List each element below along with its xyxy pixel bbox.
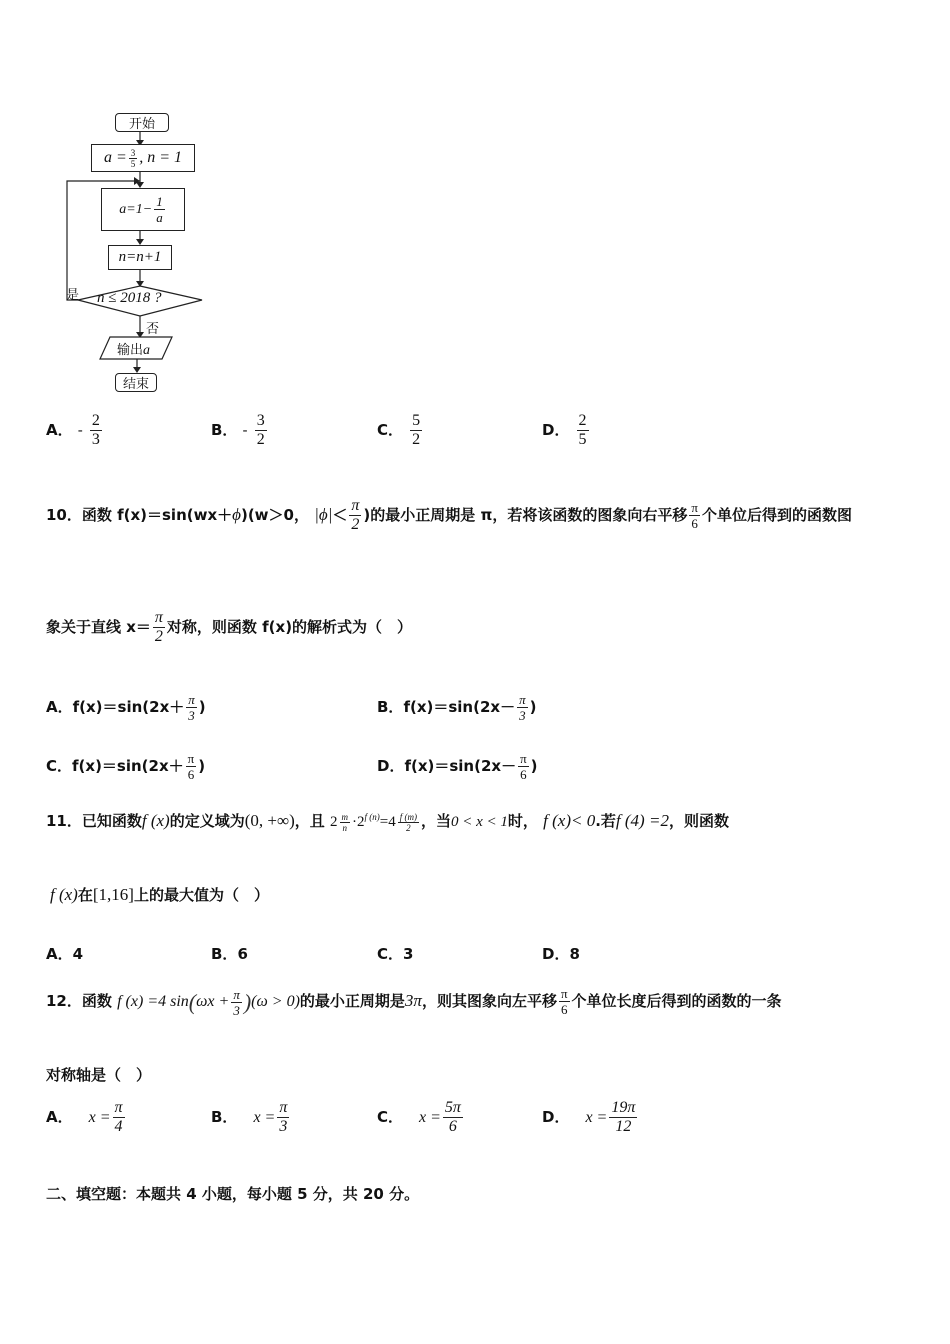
flowchart-init-box xyxy=(91,144,195,172)
output-prefix: 输出 xyxy=(117,343,144,358)
section-2-title: 二、填空题：本题共 4 小题，每小题 5 分，共 20 分。 xyxy=(46,1185,420,1203)
q11-f4: f (4) =2 xyxy=(615,811,669,830)
q9-a-fraction: $\frac{2}{3}$ xyxy=(91,412,100,448)
q9-option-c[interactable]: C． $\frac{5}{2}$ xyxy=(377,412,421,448)
q11-option-c[interactable]: C．3 xyxy=(377,945,414,963)
q12-line1: 12．函数 f (x) =4 sin(ωx + $\frac{\pi}{3}$ )(ω > 0)的最小正周期是3π，则其图象向左平移 $\frac{\pi}{6}$ 个单位长度后得到的函数的一条 xyxy=(46,986,782,1018)
q11-line2-fx: f (x) xyxy=(50,885,78,904)
q10-shift-fraction: $\frac{\pi}{6}$ xyxy=(691,500,698,531)
q12-option-c[interactable]: C． x = $\frac{5\pi}{6}$ xyxy=(377,1099,461,1135)
flowchart-no-label: 否 xyxy=(146,322,160,337)
update-a-fraction: $\frac{1}{a}$ xyxy=(156,194,163,225)
flowchart-update-n-box xyxy=(108,245,172,270)
flowchart-output xyxy=(117,339,150,359)
q9-c-fraction: $\frac{5}{2}$ xyxy=(412,412,421,448)
q10-bound-fraction: $\frac{\pi}{2}$ xyxy=(351,497,360,533)
q11-option-d[interactable]: D．8 xyxy=(542,945,580,963)
flowchart-update-a-box xyxy=(101,188,185,231)
flowchart-yes-label: 是 xyxy=(66,288,80,303)
q11-line1: 11．已知函数f (x)的定义域为(0, +∞)，且 2 $\frac{m}{n}$ $\cdot 2^{f (n)}=4$ $\frac{f (m)}{2}$ ，当0 < x < 1时， f (x)< 0.若f (4) =2，则函数 xyxy=(46,811,729,834)
q11-option-a[interactable]: A．4 xyxy=(46,945,84,963)
q12-function: f (x) =4 sin(ωx + $\frac{\pi}{3}$ )(ω > 0) xyxy=(117,986,300,1018)
q11-fx: f (x) xyxy=(141,811,170,830)
q11-interval: [1,16] xyxy=(92,885,134,904)
q10-phi: ϕ xyxy=(232,505,241,524)
flowchart-end xyxy=(115,373,157,392)
q10-line1: 10．函数 f(x)＝sin(wx＋ϕ)(w＞0， |ϕ|＜ $\frac{\pi}{2}$ )的最小正周期是 π，若将该函数的图象向右平移 $\frac{\pi}{6}$ 个单位后得到的函数图 xyxy=(46,497,852,533)
flowchart-start-label: 开始 xyxy=(128,117,155,132)
q11-option-b[interactable]: B．6 xyxy=(211,945,248,963)
q9-option-d[interactable]: D． $\frac{2}{5}$ xyxy=(542,412,587,448)
output-var: a xyxy=(143,343,151,358)
q10-line2: 象关于直线 x＝ $\frac{\pi}{2}$ 对称，则函数 f(x)的解析式为（ ） xyxy=(46,609,413,645)
q11-line2: f (x)在[1,16]上的最大值为（ ） xyxy=(50,885,269,904)
q10-option-b[interactable]: B．f(x)＝sin(2x－ $\frac{\pi}{3}$ ) xyxy=(377,692,537,723)
q9-d-fraction: $\frac{2}{5}$ xyxy=(578,412,587,448)
q12-option-a[interactable]: A． x = $\frac{\pi}{4}$ xyxy=(46,1099,123,1135)
init-n: , n = 1 xyxy=(139,149,183,166)
q10-axis-fraction: $\frac{\pi}{2}$ xyxy=(154,609,163,645)
flowchart-start xyxy=(115,113,169,132)
q12-option-b[interactable]: B． x = $\frac{\pi}{3}$ xyxy=(211,1099,288,1135)
q9-b-fraction: $\frac{3}{2}$ xyxy=(256,412,265,448)
q10-option-d[interactable]: D．f(x)＝sin(2x－ $\frac{\pi}{6}$ ) xyxy=(377,751,538,782)
q12-line2: 对称轴是（ ） xyxy=(46,1066,152,1084)
q12-option-d[interactable]: D． x = $\frac{19\pi}{12}$ xyxy=(542,1099,636,1135)
flowchart-condition: n ≤ 2018 ? xyxy=(97,290,162,306)
flowchart-end-label: 结束 xyxy=(122,377,149,392)
q10-option-a[interactable]: A．f(x)＝sin(2x＋ $\frac{\pi}{3}$ ) xyxy=(46,692,206,723)
update-n: n=n+1 xyxy=(118,249,162,265)
q9-option-b[interactable]: B． - $\frac{3}{2}$ xyxy=(211,412,265,448)
q9-option-a[interactable]: A． - $\frac{2}{3}$ xyxy=(46,412,100,448)
q10-abs-phi: |ϕ| xyxy=(314,505,333,524)
q10-option-c[interactable]: C．f(x)＝sin(2x＋ $\frac{\pi}{6}$ ) xyxy=(46,751,206,782)
update-a-left: a=1− xyxy=(119,201,153,217)
q11-equation: 2 $\frac{m}{n}$ $\cdot 2^{f (n)}=4$ $\frac{f (m)}{2}$ xyxy=(330,812,417,834)
q11-neg: f (x)< 0 xyxy=(543,811,596,830)
q12-period: 3π xyxy=(404,991,422,1010)
q11-cond: 0 < x < 1 xyxy=(451,814,508,830)
init-a: a = xyxy=(103,149,127,166)
q11-domain: (0, +∞) xyxy=(244,811,295,830)
init-fraction: $\frac{3}{5}$ xyxy=(130,147,136,169)
